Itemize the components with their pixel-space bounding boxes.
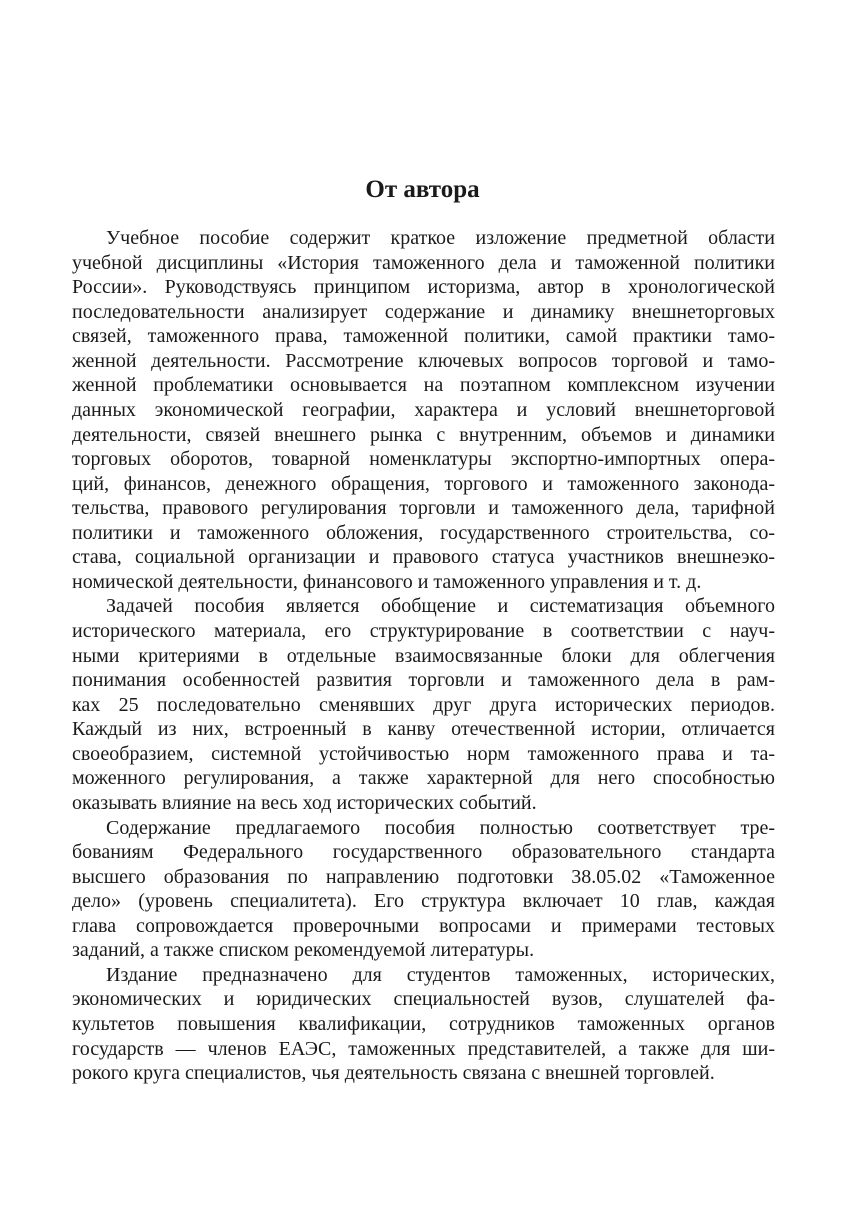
text-line: рокого круга специалистов, чья деятельность связана с внешней торговлей.	[72, 1062, 715, 1085]
page-title: От автора	[365, 176, 480, 203]
paragraph	[72, 963, 775, 1086]
text-line: ций, финансов, денежного обращения, торгового и таможенного законода-	[72, 472, 775, 495]
text-line: глава сопровождается проверочными вопросами и примерами тестовых	[72, 914, 775, 937]
text-line: своеобразием, системной устойчивостью норм таможенного права и та-	[72, 742, 775, 765]
text-line: понимания особенностей развития торговли и таможенного дела в рам-	[72, 669, 775, 692]
paragraph	[72, 816, 775, 963]
text-line: оказывать влияние на весь ход исторических событий.	[72, 791, 537, 814]
text-line: Каждый из них, встроенный в канву отечественной истории, отличается	[72, 718, 775, 741]
text-line: става, социальной организации и правового статуса участников внешнеэко-	[72, 546, 775, 569]
text-line: России». Руководствуясь принципом историзма, автор в хронологической	[72, 276, 775, 299]
text-line: ках 25 последовательно сменявших друг друга исторических периодов.	[72, 693, 775, 716]
text-line: учебной дисциплины «История таможенного дела и таможенной политики	[72, 251, 775, 274]
paragraph	[72, 226, 775, 594]
text-line: заданий, а также списком рекомендуемой литературы.	[72, 939, 535, 962]
text-line: исторического материала, его структурирование в соответствии с науч-	[72, 620, 775, 642]
text-line: деятельности, связей внешнего рынка с внутренним, объемов и динамики	[72, 423, 775, 446]
text-line: торговых оборотов, товарной номенклатуры экспортно-импортных опера-	[72, 448, 775, 471]
text-line: женной деятельности. Рассмотрение ключевых вопросов торговой и тамо-	[72, 349, 775, 372]
text-line: Издание предназначено для студентов таможенных, исторических,	[106, 963, 775, 986]
text-line: последовательности анализирует содержание и динамику внешнеторговых	[72, 300, 775, 323]
text-line: высшего образования по направлению подготовки 38.05.02 «Таможенное	[72, 865, 775, 888]
text-line: бованиям Федерального государственного образовательного стандарта	[72, 841, 775, 864]
text-line: Содержание предлагаемого пособия полностью соответствует тре-	[106, 816, 775, 839]
text-line: экономических и юридических специальностей вузов, слушателей фа-	[72, 988, 775, 1011]
text-line: моженного регулирования, а также характерной для него способностью	[72, 767, 775, 790]
text-line: данных экономической географии, характера и условий внешнеторговой	[72, 398, 775, 421]
body-text	[72, 226, 775, 1086]
text-line: связей, таможенного права, таможенной политики, самой практики тамо-	[72, 325, 775, 348]
text-line: ными критериями в отдельные взаимосвязанные блоки для облегчения	[72, 644, 775, 667]
paragraph	[72, 594, 775, 815]
text-line: культетов повышения квалификации, сотрудников таможенных органов	[72, 1013, 775, 1035]
text-line: женной проблематики основывается на поэтапном комплексном изучении	[72, 374, 775, 397]
text-line: тельства, правового регулирования торговли и таможенного дела, тарифной	[72, 497, 775, 520]
text-line: политики и таможенного обложения, государственного строительства, со-	[72, 521, 775, 544]
text-line: Учебное пособие содержит краткое изложение предметной области	[106, 227, 775, 249]
text-line: Задачей пособия является обобщение и систематизация объемного	[106, 595, 775, 618]
text-line: номической деятельности, финансового и таможенного управления и т. д.	[72, 570, 702, 593]
text-line: государств — членов ЕАЭС, таможенных представителей, а также для ши-	[72, 1037, 775, 1060]
text-line: дело» (уровень специалитета). Его структура включает 10 глав, каждая	[72, 890, 775, 913]
